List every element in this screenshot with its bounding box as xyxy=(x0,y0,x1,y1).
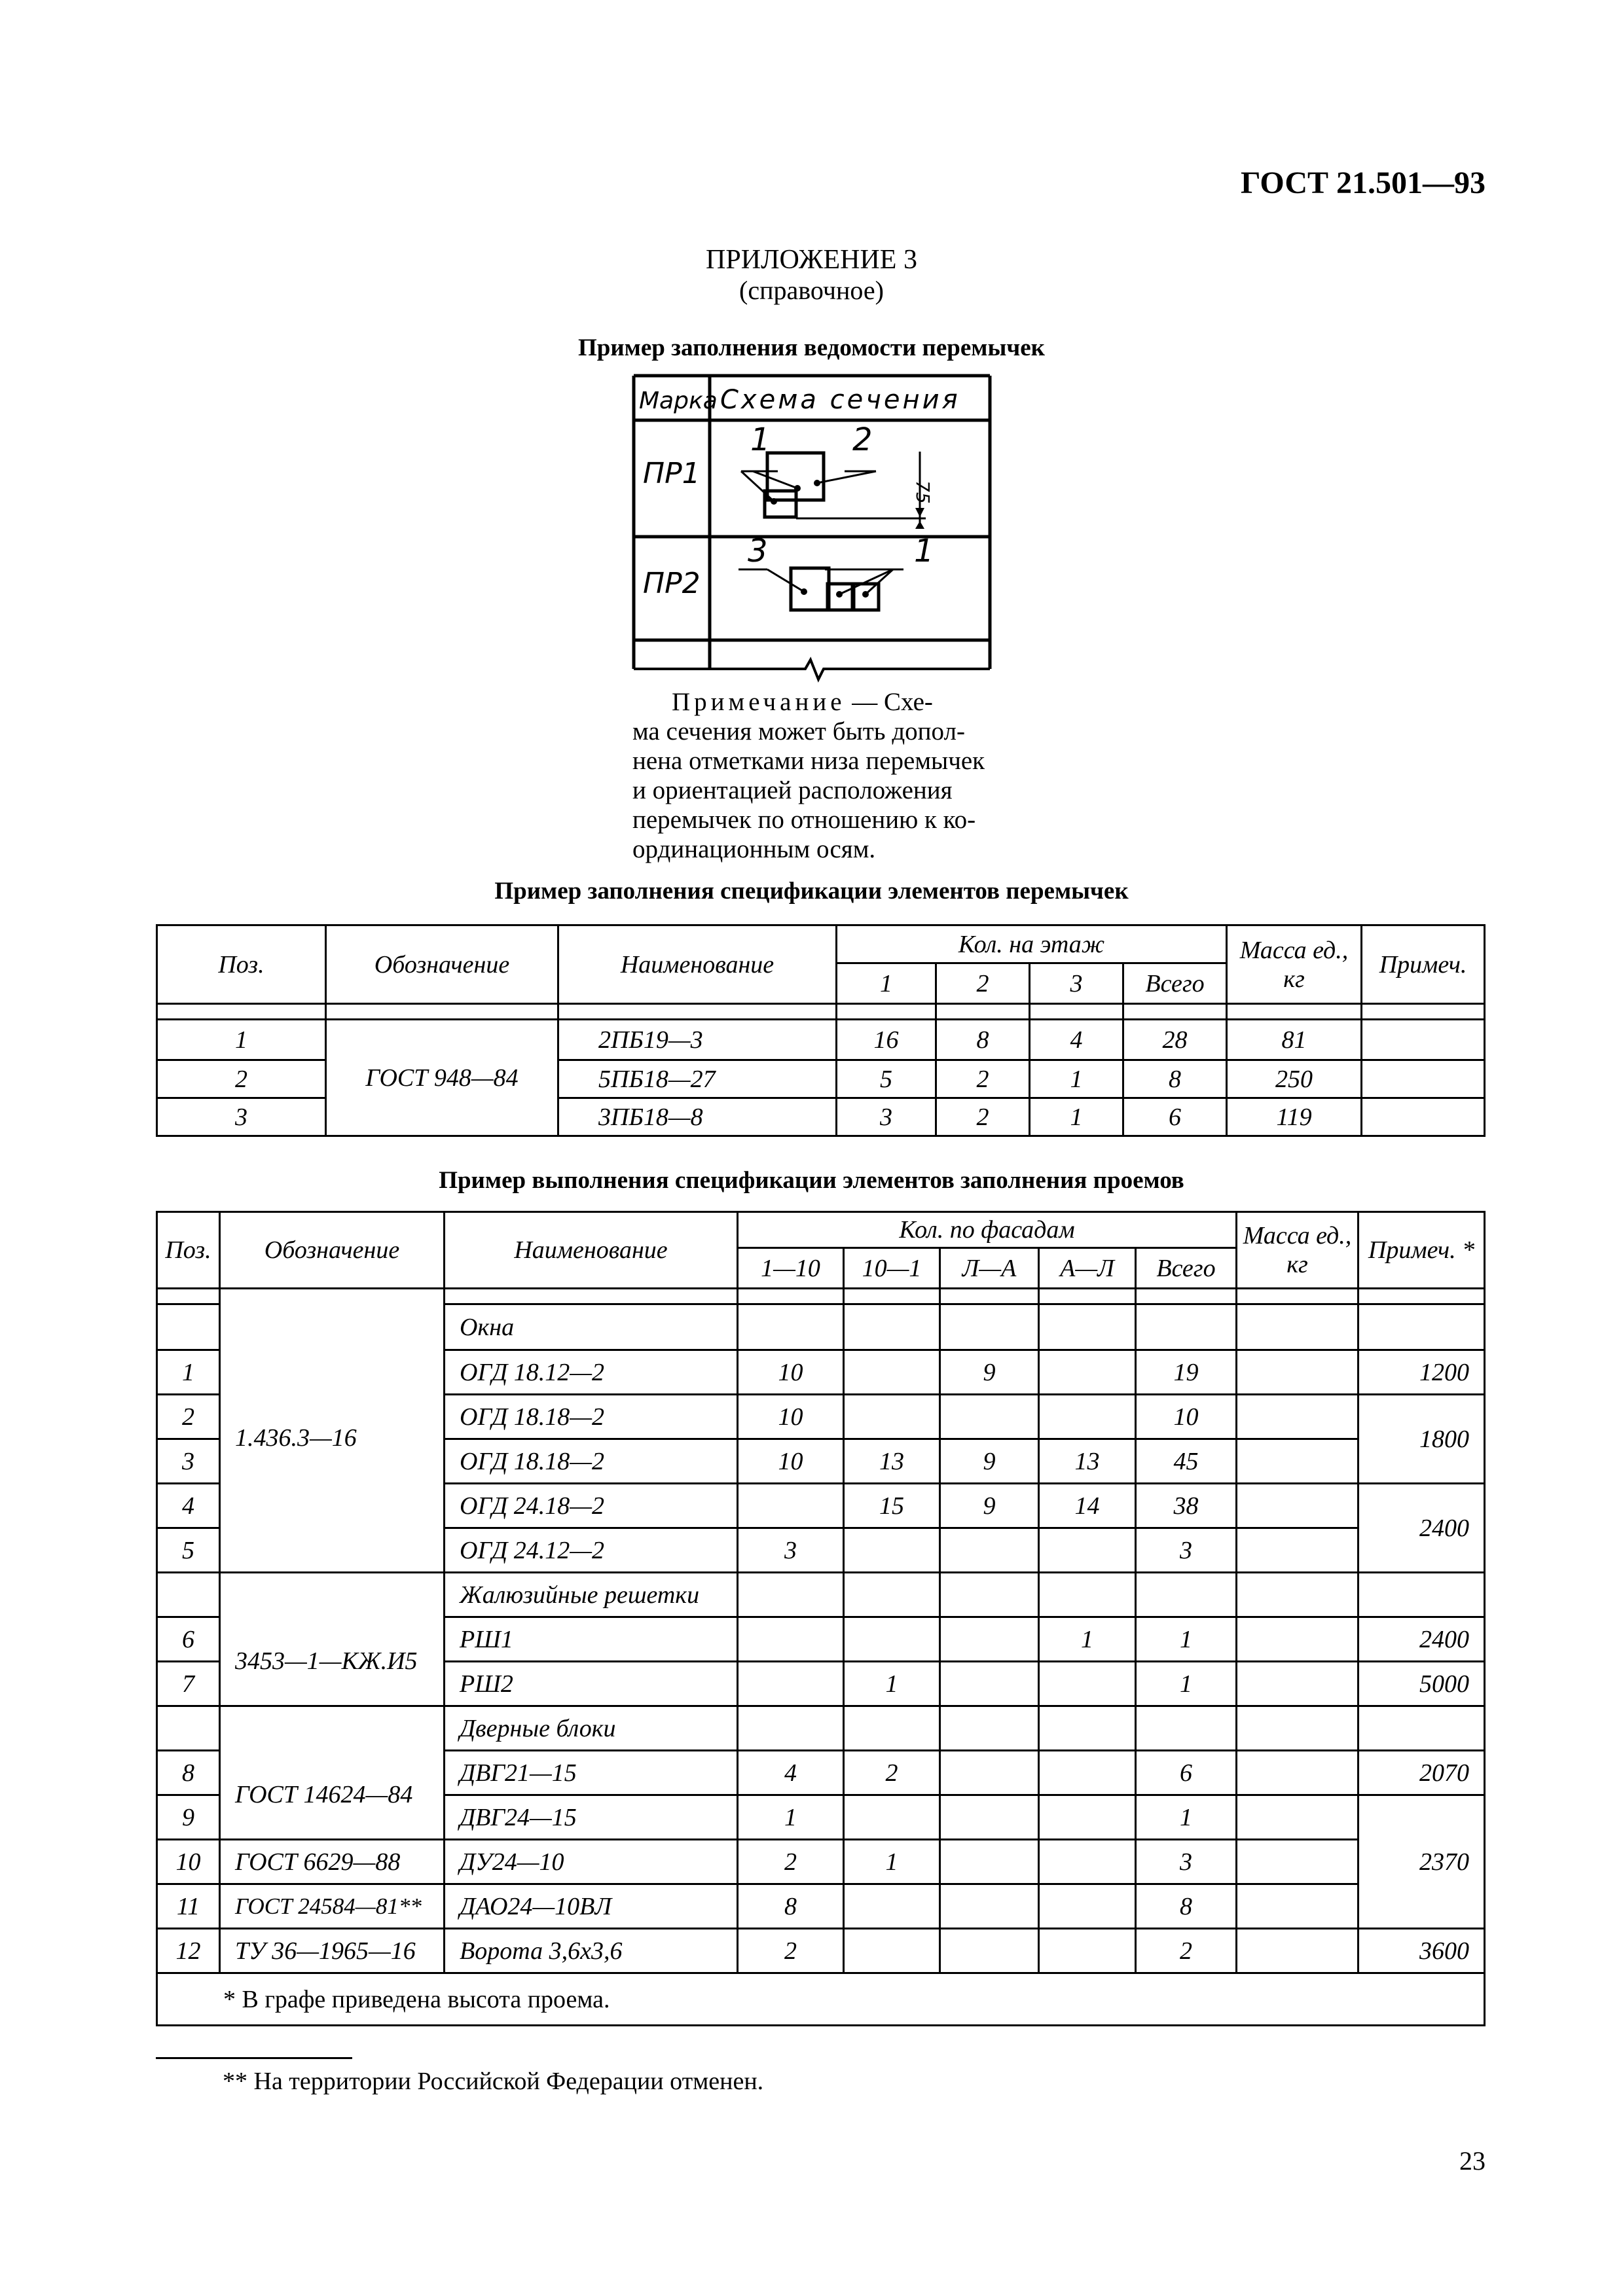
pr1-label-2: 2 xyxy=(852,422,873,458)
table-row: 11 ГОСТ 24584—81** ДАО24—10ВЛ 8 8 xyxy=(157,1884,1485,1929)
col-qty-1: 1 xyxy=(837,963,936,1004)
appendix-subtitle: (справочное) xyxy=(739,276,884,305)
table-footnote: * В графе приведена высота проема. xyxy=(157,1973,1485,2026)
col-note: Примеч. xyxy=(1362,925,1485,1004)
section2-title: Пример заполнения спецификации элементов перемычек xyxy=(494,878,1129,905)
note-line: Примечание — Схе- xyxy=(632,687,999,717)
group-designation: ГОСТ 948—84 xyxy=(326,1020,558,1136)
page-number: 23 xyxy=(1459,2146,1486,2176)
col-facade-total: Всего xyxy=(1136,1248,1237,1289)
pr1-dimension: 75 xyxy=(912,480,934,504)
group-row: Жалюзийные решетки xyxy=(157,1573,1485,1617)
row-mark-pr2: ПР2 xyxy=(643,567,701,600)
designation-doors-4: ТУ 36—1965—16 xyxy=(220,1929,445,1973)
designation-grilles: 3453—1—КЖ.И5 xyxy=(220,1617,445,1706)
designation-doors-1: ГОСТ 14624—84 xyxy=(220,1751,445,1840)
note-line: перемычек по отношению к ко- xyxy=(632,806,976,834)
table-row: 6 3453—1—КЖ.И5 РШ1 1 1 2400 xyxy=(157,1617,1485,1662)
col-mass: Масса ед., кг xyxy=(1237,1212,1359,1289)
table-row: 5 ОГД 24.12—2 3 3 xyxy=(157,1528,1485,1573)
table-row: 1 ГОСТ 948—84 2ПБ19—3 16 8 4 28 81 xyxy=(157,1020,1485,1060)
section3-title: Пример выполнения спецификации элементов заполнения проемов xyxy=(439,1167,1184,1194)
note-line: нена отметками низа перемычек xyxy=(632,747,985,775)
col-qty-total: Всего xyxy=(1123,963,1227,1004)
table-row: 9 ДВГ24—15 1 1 2370 xyxy=(157,1795,1485,1840)
table-row: 2 ОГД 18.18—2 10 10 1800 xyxy=(157,1395,1485,1439)
footnote: ** На территории Российской Федерации отменен. xyxy=(223,2068,764,2095)
table-row: 2 5ПБ18—27 5 2 1 8 250 xyxy=(157,1060,1485,1098)
col-facade-2: 10—1 xyxy=(844,1248,940,1289)
note-line: ма сечения может быть допол- xyxy=(632,717,965,745)
col-qty-group: Кол. на этаж xyxy=(837,925,1227,963)
designation-doors-3: ГОСТ 24584—81** xyxy=(220,1884,445,1929)
doc-code: ГОСТ 21.501—93 xyxy=(1241,166,1486,200)
col-mark-label: Марка xyxy=(639,387,718,414)
table-row: 4 ОГД 24.18—2 15 9 14 38 2400 xyxy=(157,1484,1485,1528)
table-footnote-row xyxy=(157,1973,1485,2026)
group-row: Дверные блоки xyxy=(157,1706,1485,1751)
designation-windows: 1.436.3—16 xyxy=(220,1304,445,1573)
col-designation: Обозначение xyxy=(220,1212,445,1289)
col-designation: Обозначение xyxy=(326,925,558,1004)
designation-doors-2: ГОСТ 6629—88 xyxy=(220,1840,445,1884)
col-name: Наименование xyxy=(445,1212,738,1289)
col-note: Примеч. * xyxy=(1359,1212,1485,1289)
col-pos: Поз. xyxy=(157,1212,220,1289)
pr2-label-1: 1 xyxy=(914,533,934,569)
col-pos: Поз. xyxy=(157,925,326,1004)
lintel-schedule-table xyxy=(629,373,995,687)
footnote-divider xyxy=(156,2057,352,2059)
pr2-label-3: 3 xyxy=(748,533,768,569)
table-row: 8 ГОСТ 14624—84 ДВГ21—15 4 2 6 2070 xyxy=(157,1751,1485,1795)
col-qty-group: Кол. по фасадам xyxy=(738,1212,1237,1248)
table-row: 12 ТУ 36—1965—16 Ворота 3,6х3,6 2 2 3600 xyxy=(157,1929,1485,1973)
section1-note xyxy=(632,687,999,864)
col-facade-4: А—Л xyxy=(1039,1248,1136,1289)
note-label: Примечание xyxy=(672,688,846,716)
col-scheme-label: Схема сечения xyxy=(720,385,960,415)
row-mark-pr1: ПР1 xyxy=(643,457,701,490)
group-row: 1.436.3—16 Окна xyxy=(157,1304,1485,1350)
table-row: 3 ОГД 18.18—2 10 13 9 13 45 xyxy=(157,1439,1485,1484)
openings-spec-table xyxy=(156,1211,1486,2026)
col-qty-2: 2 xyxy=(936,963,1030,1004)
table-row: 3 3ПБ18—8 3 2 1 6 119 xyxy=(157,1098,1485,1136)
section1-title: Пример заполнения ведомости перемычек xyxy=(578,334,1045,361)
appendix-title: ПРИЛОЖЕНИЕ 3 xyxy=(706,245,917,275)
pr1-label-1: 1 xyxy=(750,422,771,458)
col-mass: Масса ед., кг xyxy=(1227,925,1362,1004)
col-facade-1: 1—10 xyxy=(738,1248,844,1289)
table-row: 10 ГОСТ 6629—88 ДУ24—10 2 1 3 xyxy=(157,1840,1485,1884)
note-line: ординационным осям. xyxy=(632,835,876,863)
note-line: и ориентацией расположения xyxy=(632,776,953,804)
table-row: 1 ОГД 18.12—2 10 9 19 1200 xyxy=(157,1350,1485,1395)
col-qty-3: 3 xyxy=(1030,963,1123,1004)
col-facade-3: Л—А xyxy=(940,1248,1039,1289)
table-row: 7 РШ2 1 1 5000 xyxy=(157,1662,1485,1706)
col-name: Наименование xyxy=(558,925,837,1004)
lintel-spec-table xyxy=(156,924,1486,1137)
